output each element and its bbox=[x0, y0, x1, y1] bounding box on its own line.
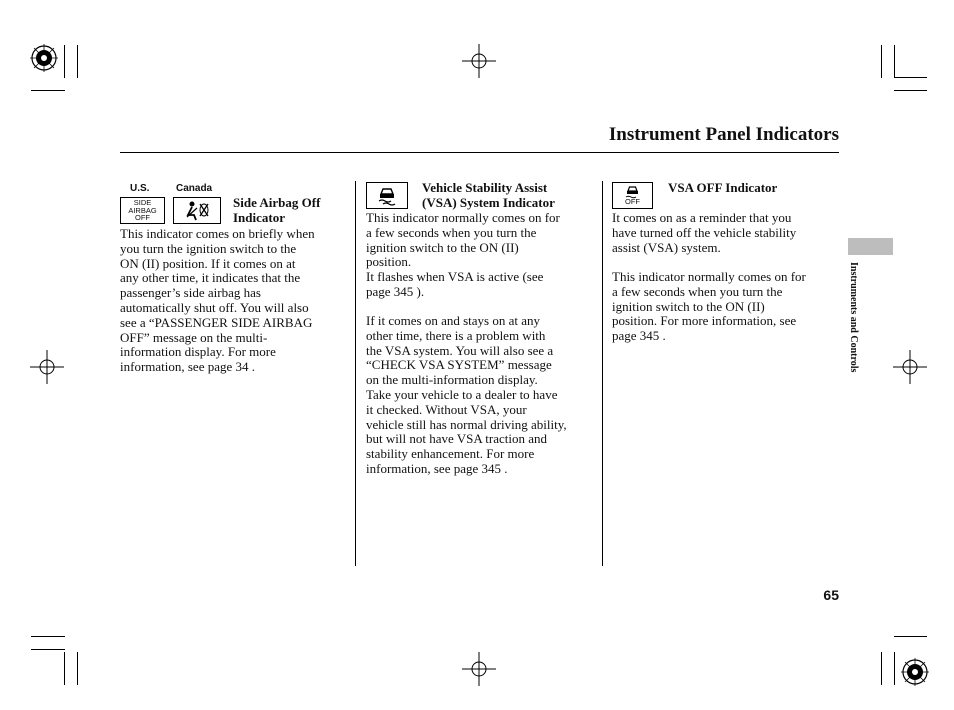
crosshair-bottom bbox=[462, 652, 496, 686]
side-airbag-off-us-icon: SIDE AIRBAG OFF bbox=[120, 197, 165, 224]
crosshair-top bbox=[462, 44, 496, 78]
column-divider-2 bbox=[602, 181, 603, 566]
vsa-off-body-2: This indicator normally comes on for a few seconds when you turn the ignition switch to the ON (II) position. For more information, see page 345 . bbox=[612, 269, 806, 344]
registration-target-top-left bbox=[30, 44, 58, 72]
header-rule bbox=[120, 152, 839, 153]
chapter-tab-marker bbox=[848, 238, 893, 255]
page-number: 65 bbox=[823, 587, 839, 603]
crosshair-right bbox=[893, 350, 927, 384]
side-airbag-body: This indicator comes on briefly when you turn the ignition switch to the ON (II) position. If it comes on at any other time, it indicates that the passenger’s side airbag has automatically shut off. You will also see a “PASSENGER SIDE AIRBAG OFF” message on the multi- information display. For more information, see page 34 . bbox=[120, 226, 315, 375]
side-airbag-off-canada-icon bbox=[173, 197, 221, 224]
side-airbag-heading: Side Airbag Off Indicator bbox=[233, 195, 321, 225]
registration-target-bottom-right bbox=[901, 658, 929, 686]
page-title: Instrument Panel Indicators bbox=[608, 124, 839, 145]
chapter-tab-label: Instruments and Controls bbox=[848, 262, 859, 373]
vsa-system-icon bbox=[366, 182, 408, 209]
column-divider-1 bbox=[355, 181, 356, 566]
vsa-off-body-1: It comes on as a reminder that you have turned off the vehicle stability assist (VSA) system. bbox=[612, 210, 797, 255]
vsa-off-heading: VSA OFF Indicator bbox=[668, 180, 778, 195]
vsa-system-body-1: This indicator normally comes on for a few seconds when you turn the ignition switch to the ON (II) position. It flashes when VSA is active (see page 345 ). bbox=[366, 210, 560, 299]
vsa-system-heading: Vehicle Stability Assist (VSA) System Indicator bbox=[422, 180, 555, 210]
vsa-system-body-2: If it comes on and stays on at any other time, there is a problem with the VSA system. You will also see a “CHECK VSA SYSTEM” message on the multi-information display. Take your vehicle to a dealer to have it checked. Without VSA, your vehicle still has normal driving ability, but will not have VSA traction and stability enhancement. For more information, see page 345 . bbox=[366, 313, 567, 476]
label-us: U.S. bbox=[130, 183, 150, 194]
vsa-off-icon: OFF bbox=[612, 182, 653, 209]
crosshair-left bbox=[30, 350, 64, 384]
label-canada: Canada bbox=[176, 183, 213, 194]
